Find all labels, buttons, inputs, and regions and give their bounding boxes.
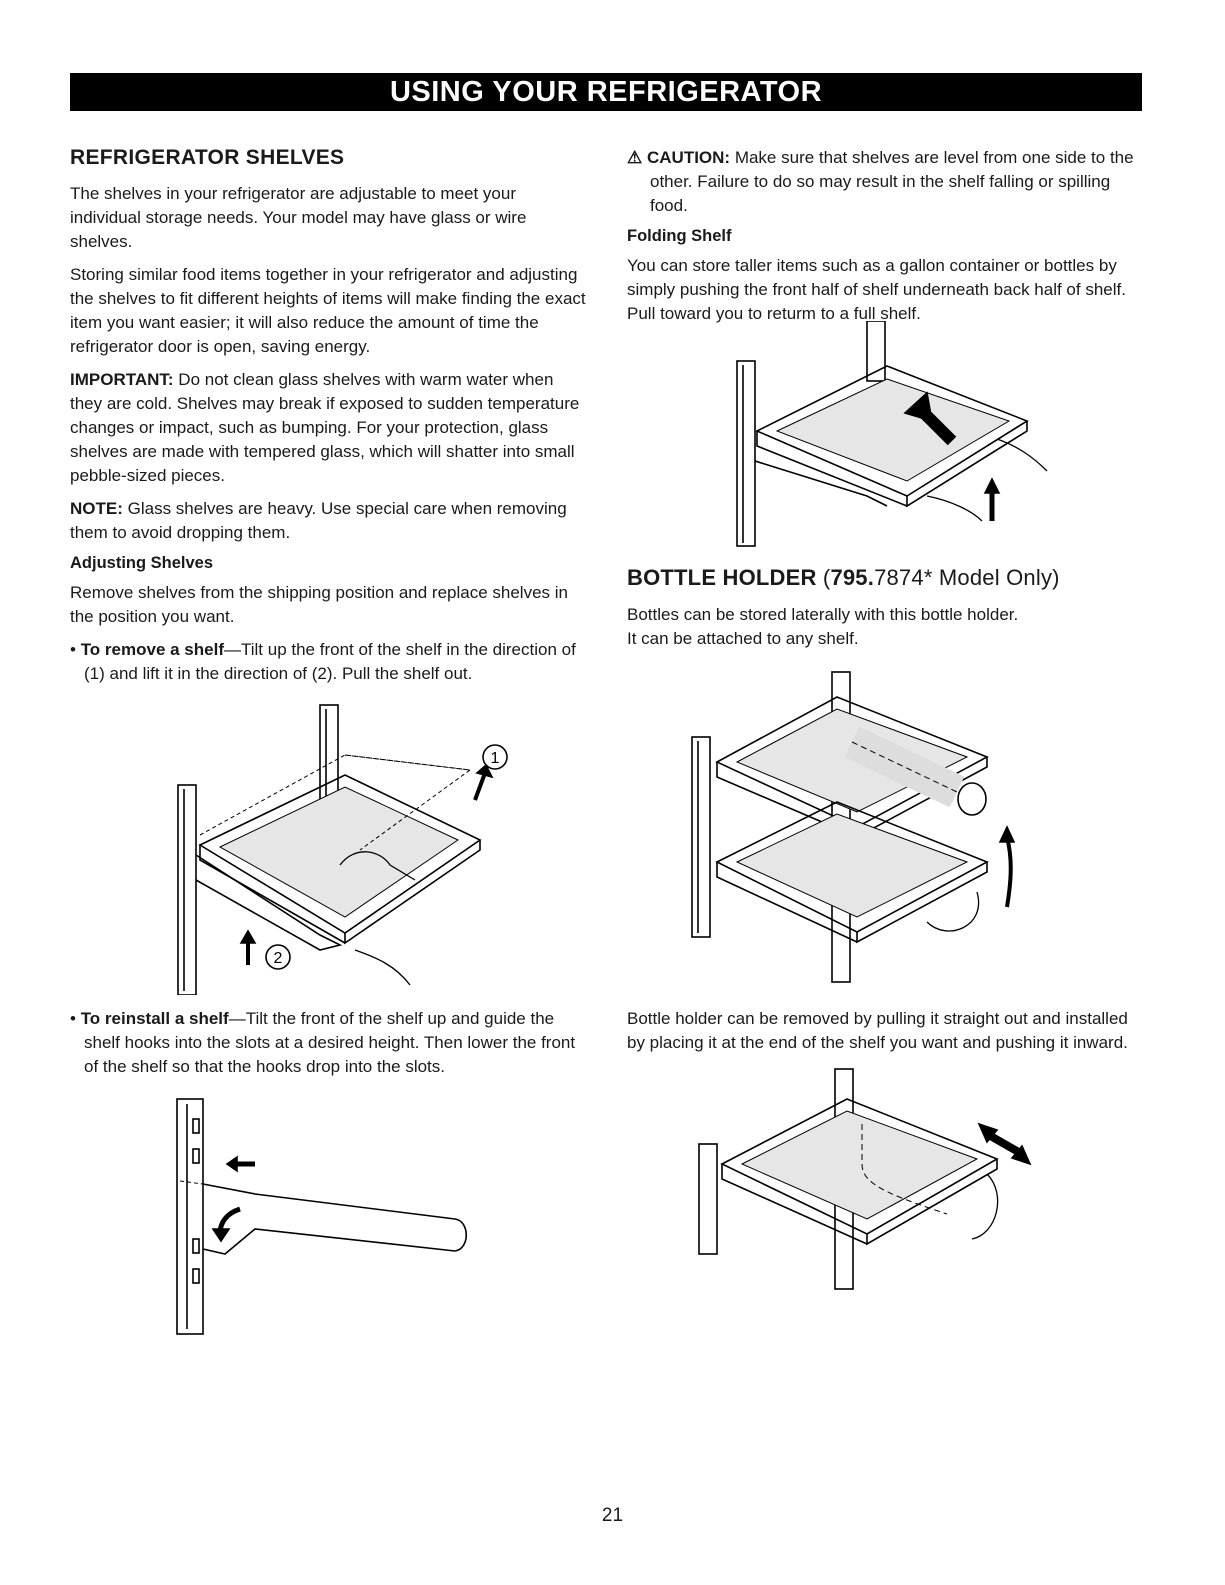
bottle-holder-heading <box>627 565 1147 591</box>
warning-triangle-icon: ⚠ <box>627 148 643 167</box>
page-title-banner <box>70 73 1142 111</box>
folding-shelf-illustration <box>727 321 1057 551</box>
shelves-intro-paragraph: The shelves in your refrigerator are adjustable to meet your individual storage needs. Your model may have glass or wire shelves. <box>70 184 527 251</box>
bullet-dot: • <box>70 1009 76 1028</box>
figure-label-1: 1 <box>490 750 500 767</box>
reinstall-shelf-illustration <box>165 1089 485 1339</box>
bottle-holder-model-prefix: 795. <box>830 565 875 590</box>
note-paragraph <box>70 497 590 545</box>
bottle-holder-illustration <box>687 667 1047 987</box>
bottle-holder-model-suffix: * Model Only) <box>923 565 1060 590</box>
bullet-dot: • <box>70 640 76 659</box>
note-text: Glass shelves are heavy. Use special care when removing them to avoid dropping them. <box>70 499 567 542</box>
note-label: NOTE: <box>70 499 123 518</box>
important-label: IMPORTANT: <box>70 370 174 389</box>
remove-shelf-illustration <box>140 695 520 995</box>
right-column <box>627 140 1147 1294</box>
left-column <box>70 140 590 1339</box>
reinstall-shelf-item <box>70 1007 590 1079</box>
caution-paragraph <box>627 146 1147 218</box>
page-number: 21 <box>601 1505 624 1526</box>
bottle-holder-title: BOTTLE HOLDER <box>627 565 817 590</box>
bottle-holder-remove-paragraph: Bottle holder can be removed by pulling it straight out and installed by placing it at the end of the shelf you want and pushing it inward. <box>627 1009 1128 1052</box>
reinstall-shelf-text: —Tilt the front of the shelf up and guide the shelf hooks into the slots at a desired height. Then lower the front of the shelf so that the hooks drop into the slots. <box>84 1009 576 1076</box>
figure-label-2: 2 <box>273 950 283 967</box>
important-paragraph <box>70 368 590 488</box>
folding-shelf-heading: Folding Shelf <box>627 227 732 245</box>
reinstall-shelf-label: To reinstall a shelf <box>80 1009 229 1028</box>
page-title: USING YOUR REFRIGERATOR <box>389 76 823 108</box>
bottle-holder-removal-illustration <box>687 1064 1047 1294</box>
caution-text: Make sure that shelves are level from one side to the other. Failure to do so may result in the shelf falling or spilling food. <box>650 148 1134 215</box>
bottle-holder-model-number: 7874 <box>874 565 924 590</box>
remove-shelf-text: —Tilt up the front of the shelf in the direction of (1) and lift it in the direction of (2). Pull the shelf out. <box>84 640 576 683</box>
bottle-holder-text-1: Bottles can be stored laterally with this bottle holder. <box>627 605 1019 624</box>
shelves-storage-paragraph: Storing similar food items together in your refrigerator and adjusting the shelves to fit different heights of items will make finding the exact item you want easier; it will also reduce the amount of time the refrigerator door is open, saving energy. <box>70 265 586 356</box>
remove-shelf-item <box>70 638 590 686</box>
bottle-holder-text-2: It can be attached to any shelf. <box>627 629 859 648</box>
folding-shelf-paragraph: You can store taller items such as a gallon container or bottles by simply pushing the front half of shelf underneath back half of shelf. Pull toward you to returm to a full shelf. <box>627 256 1126 323</box>
section-title-refrigerator-shelves: REFRIGERATOR SHELVES <box>70 146 345 169</box>
caution-label: CAUTION: <box>646 148 731 167</box>
important-text: Do not clean glass shelves with warm water when they are cold. Shelves may break if exposed to sudden temperature changes or impact, such as bumping. For your protection, glass shelves are made with tempered glass, which will shatter into small pebble-sized pieces. <box>70 370 580 485</box>
adjusting-shelves-heading: Adjusting Shelves <box>70 554 214 572</box>
adjusting-shelves-paragraph: Remove shelves from the shipping position and replace shelves in the position you want. <box>70 583 568 626</box>
bottle-holder-open-paren: ( <box>816 565 831 590</box>
remove-shelf-label: To remove a shelf <box>80 640 224 659</box>
